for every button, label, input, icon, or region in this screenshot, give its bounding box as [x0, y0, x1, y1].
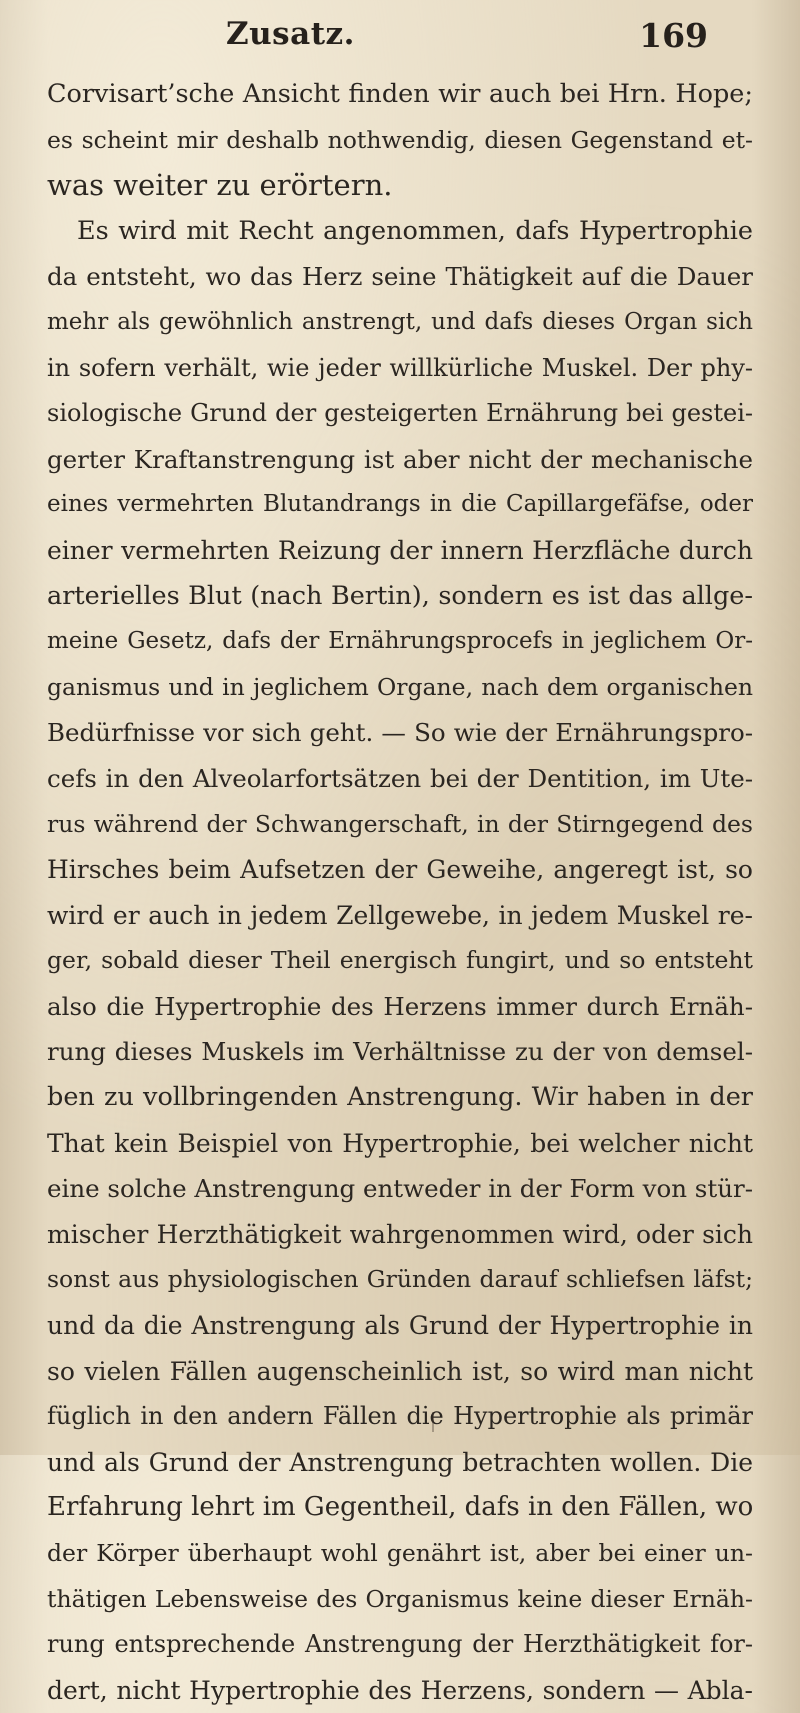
text-line: und da die Anstrengung als Grund der Hypertrophie in	[47, 1311, 753, 1341]
text-line: dert, nicht Hypertrophie des Herzens, sondern — Abla-	[47, 1675, 753, 1705]
text-line: meine Gesetz, dafs der Ernährungsprocefs in jeglichem Or-	[47, 628, 753, 655]
page-number: 169	[639, 16, 708, 55]
text-line: gerter Kraftanstrengung ist aber nicht der mechanische	[47, 444, 753, 474]
text-line: ger, sobald dieser Theil energisch fungirt, und so entsteht	[47, 946, 753, 975]
text-line: so vielen Fällen augenscheinlich ist, so wird man nicht	[47, 1356, 753, 1386]
body-text	[47, 72, 753, 1713]
text-line: Bedürfnisse vor sich geht. — So wie der Ernährungspro-	[47, 718, 753, 748]
text-line: eine solche Anstrengung entweder in der Form von stür-	[47, 1174, 753, 1204]
text-line: That kein Beispiel von Hypertrophie, bei welcher nicht	[47, 1128, 753, 1158]
text-line: mehr als gewöhnlich anstrengt, und dafs dieses Organ sich	[47, 308, 753, 335]
text-line: Es wird mit Recht angenommen, dafs Hypertrophie	[77, 215, 753, 246]
text-line: es scheint mir deshalb nothwendig, diesen Gegenstand et-	[47, 125, 753, 154]
text-line: also die Hypertrophie des Herzens immer durch Ernäh-	[47, 991, 753, 1021]
text-line: rung dieses Muskels im Verhältnisse zu der von demsel-	[47, 1037, 753, 1067]
text-line: wird er auch in jedem Zellgewebe, in jedem Muskel re-	[47, 900, 753, 930]
text-line: Corvisart’sche Ansicht finden wir auch bei Hrn. Hope;	[47, 79, 753, 109]
text-line: und als Grund der Anstrengung betrachten wollen. Die	[47, 1447, 753, 1477]
text-line: rus während der Schwangerschaft, in der Stirngegend des	[47, 809, 753, 838]
text-line: cefs in den Alveolarfortsätzen bei der Dentition, im Ute-	[47, 763, 753, 793]
text-line: Erfahrung lehrt im Gegentheil, dafs in den Fällen, wo	[47, 1492, 754, 1523]
text-line: mischer Herzthätigkeit wahrgenommen wird, oder sich	[47, 1219, 753, 1249]
text-line: da entsteht, wo das Herz seine Thätigkeit auf die Dauer	[47, 262, 753, 292]
text-line: einer vermehrten Reizung der innern Herzfläche durch	[47, 535, 753, 565]
page-bottom-mark	[432, 1412, 434, 1432]
text-line: thätigen Lebensweise des Organismus keine dieser Ernäh-	[47, 1584, 753, 1613]
text-line: ganismus und in jeglichem Organe, nach dem organischen	[47, 672, 753, 701]
text-line: der Körper überhaupt wohl genährt ist, aber bei einer un-	[47, 1539, 753, 1567]
text-line: was weiter zu erörtern.	[47, 168, 393, 203]
text-line: Hirsches beim Aufsetzen der Geweihe, angeregt ist, so	[47, 855, 753, 885]
text-line: eines vermehrten Blutandrangs in die Capillargefäfse, oder	[47, 491, 753, 518]
text-line: sonst aus physiologischen Gründen darauf schliefsen läfst;	[47, 1265, 753, 1294]
text-line: rung entsprechende Anstrengung der Herzthätigkeit for-	[47, 1630, 753, 1659]
text-line: füglich in den andern Fällen die Hypertrophie als primär	[47, 1402, 753, 1431]
text-line: ben zu vollbringenden Anstrengung. Wir haben in der	[47, 1082, 753, 1113]
text-line: in sofern verhält, wie jeder willkürliche Muskel. Der phy-	[47, 353, 753, 382]
running-head: Zusatz.	[226, 16, 355, 52]
text-line: siologische Grund der gesteigerten Ernährung bei gestei-	[47, 399, 753, 428]
text-line: arterielles Blut (nach Bertin), sondern es ist das allge-	[47, 580, 753, 611]
page-header	[0, 14, 800, 64]
